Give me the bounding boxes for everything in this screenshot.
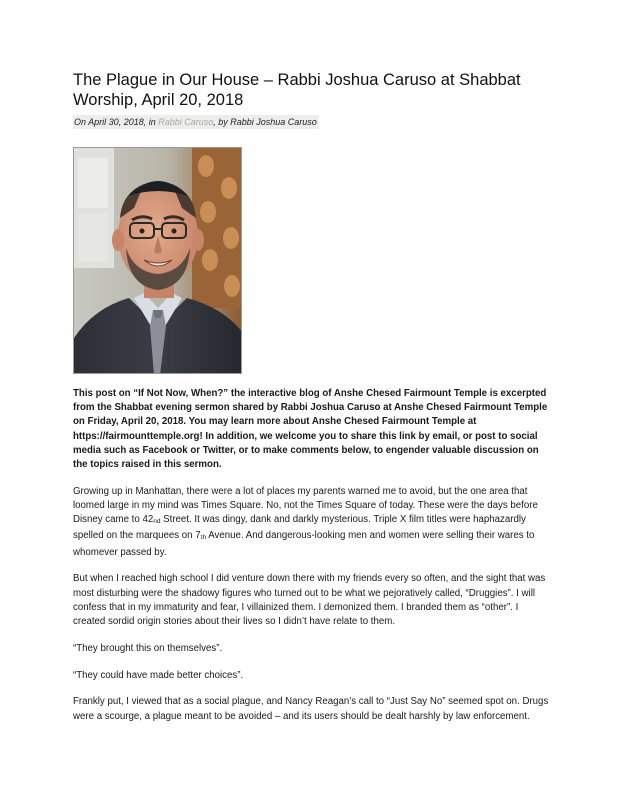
paragraph-1-part-b: Street. It was dingy, dank and darkly mysterious. Triple X film titles were haphazardly spelled on the marquees on 7 [73, 514, 526, 542]
intro-paragraph: This post on “If Not Now, When?” the interactive blog of Anshe Chesed Fairmount Temple is excerpted from the Shabbat evening sermon shared by Rabbi Joshua Caruso at Anshe Chesed Fairmount Temple on Friday, April 20, 2018. You may learn more about Anshe Chesed Fairmount Temple at https://fairmounttemple.org! In addition, we welcome you to share this link by email, or post to social media such as Facebook or Twitter, or to make comments below, to engender valuable discussion on the topics raised in this sermon. [73, 388, 548, 471]
article-body [73, 387, 551, 736]
category-link[interactable]: Rabbi Caruso [158, 117, 214, 127]
paragraph-2: But when I reached high school I did venture down there with my friends every so often, and the sight that was most disturbing were the shadowy figures who turned out to be what we pejoratively called, “Druggies”. I will confess that in my immaturity and fear, I villainized them. I demonized them. I branded them as “other”. I created sordid origin stories about their lives so I didn’t have relate to them. [73, 573, 546, 628]
superscript-th: th [200, 534, 207, 542]
paragraph-1 [73, 485, 551, 560]
meta-author: , by Rabbi Joshua Caruso [213, 117, 317, 127]
paragraph-3: “They brought this on themselves”. [73, 642, 223, 654]
article-title: The Plague in Our House – Rabbi Joshua Caruso at Shabbat Worship, April 20, 2018 [73, 71, 521, 109]
paragraph-1-part-a: Growing up in Manhattan, there were a lot of places my parents warned me to avoid, but the one area that loomed large in my mind was Times Square. No, not the Times Square of today. These were the days before Disney came to 42 [73, 485, 538, 526]
paragraph-5: Frankly put, I viewed that as a social plague, and Nancy Reagan’s call to “Just Say No” seemed spot on. Drugs were a scourge, a plague meant to be avoided – and its users should be dealt harshly by law enforcement. [73, 696, 549, 722]
meta-date: On April 30, 2018, in [74, 117, 159, 127]
rabbi-portrait-photo [73, 147, 242, 374]
paragraph-4: “They could have made better choices”. [73, 669, 244, 681]
paragraph-1-part-c: Avenue. And dangerous-looking men and women were selling their wares to whomever passed by. [73, 530, 535, 558]
superscript-nd: nd [153, 518, 161, 526]
post-meta [73, 115, 319, 129]
